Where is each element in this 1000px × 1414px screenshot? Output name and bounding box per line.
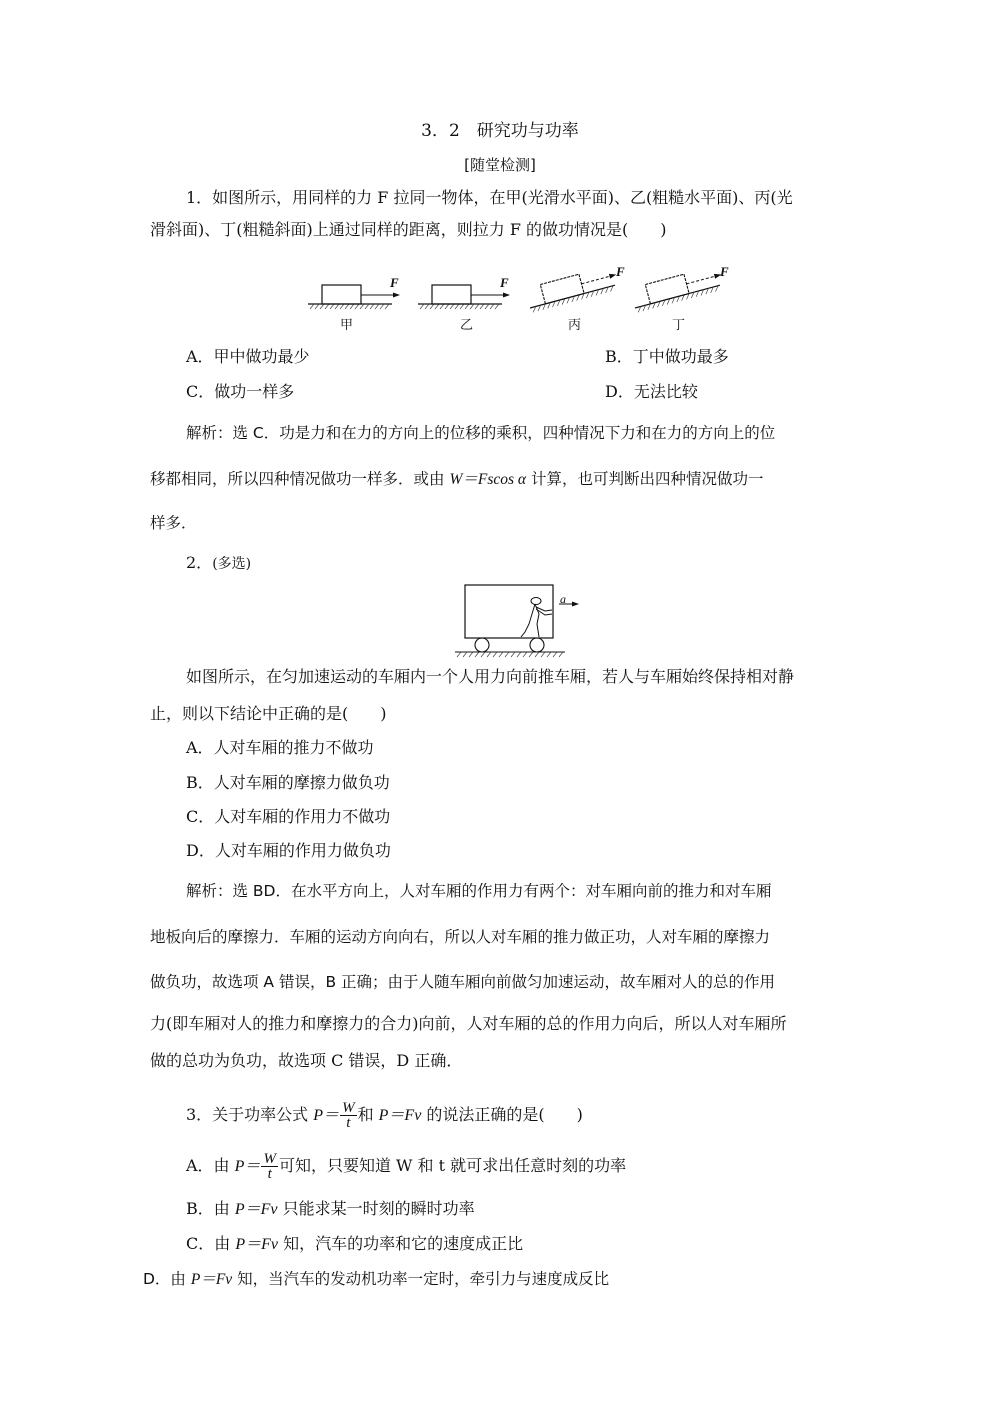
q3-option-d-post: 知，当汽车的发动机功率一定时，牵引力与速度成反比 <box>232 1270 610 1288</box>
panel-label-bing: 丙 <box>568 318 582 333</box>
section-subtitle: [随堂检测] <box>464 156 536 174</box>
q3-frac-num: W <box>342 1100 355 1116</box>
q2-analysis-line2: 地板向后的摩擦力．车厢的运动方向向右，所以人对车厢的推力做正功，人对车厢的摩擦力 <box>150 928 771 946</box>
acceleration-label: a <box>560 592 566 606</box>
q1-analysis-line2 <box>150 469 763 490</box>
q3-option-a-pre: A．由 <box>186 1156 235 1175</box>
q1-analysis-line2-post: 计算，也可判断出四种情况做功一 <box>526 470 764 488</box>
q3-option-b-formula: P＝Fv <box>234 1201 278 1218</box>
q3-stem-post: 的说法正确的是( ) <box>421 1105 583 1124</box>
q2-header <box>186 553 251 574</box>
q2-figure-cart <box>455 582 605 662</box>
q2-option-b: B．人对车厢的摩擦力做负功 <box>186 773 390 792</box>
q1-analysis-line3: 样多． <box>150 514 197 532</box>
q2-option-d: D．人对车厢的作用力做负功 <box>186 841 391 860</box>
q1-stem-line2: 滑斜面)、丁(粗糙斜面)上通过同样的距离，则拉力 F 的做功情况是( ) <box>150 220 667 239</box>
q3-option-a-fraction <box>261 1152 278 1181</box>
q1-option-b: B．丁中做功最多 <box>605 347 729 366</box>
q3-option-d-formula: P＝Fv <box>190 1271 233 1288</box>
q1-analysis-line2-pre: 移都相同，所以四种情况做功一样多．或由 <box>150 470 450 488</box>
force-label-yi: F <box>500 275 509 290</box>
figure-panel-flat-smooth <box>300 262 420 312</box>
section-title: 3．2 研究功与功率 <box>421 121 579 141</box>
q3-option-a-frac-num: W <box>263 1151 276 1167</box>
panel-label-yi: 乙 <box>460 318 474 333</box>
q3-p-eq: P＝ <box>313 1107 340 1124</box>
q2-analysis-line4: 力(即车厢对人的推力和摩擦力的合力)向前，人对车厢的总的作用力向后，所以人对车厢所 <box>150 1014 787 1033</box>
q2-analysis-line3: 做负功，故选项 A 错误，B 正确；由于人随车厢向前做匀加速运动，故车厢对人的总的作用 <box>150 973 776 991</box>
q3-option-c-formula: P＝Fv <box>235 1236 278 1253</box>
q1-option-a: A．甲中做功最少 <box>186 347 310 366</box>
q3-option-b-post: 只能求某一时刻的瞬时功率 <box>277 1199 475 1218</box>
q2-stem-line2: 止，则以下结论中正确的是( ) <box>150 704 387 723</box>
q3-option-c-pre: C．由 <box>186 1234 236 1253</box>
q3-formula2: P＝Fv <box>378 1107 422 1124</box>
q1-stem-line1: 1．如图所示，用同样的力 F 拉同一物体，在甲(光滑水平面)、乙(粗糙水平面)、丙(光 <box>186 188 793 207</box>
q3-option-a-p-eq: P＝ <box>234 1158 261 1175</box>
force-label-ding: F <box>720 264 729 279</box>
q2-analysis-line5: 做的总功为负功，故选项 C 错误，D 正确． <box>150 1051 463 1070</box>
q1-analysis-formula: W＝Fscos α <box>449 471 527 488</box>
q3-option-d-pre: D．由 <box>143 1270 191 1288</box>
q3-option-b-pre: B．由 <box>186 1199 235 1218</box>
q3-frac-den: t <box>346 1115 351 1131</box>
q1-option-c: C．做功一样多 <box>186 382 295 401</box>
q2-stem-line1: 如图所示，在匀加速运动的车厢内一个人用力向前推车厢，若人与车厢始终保持相对静 <box>186 667 795 686</box>
q3-stem-pre: 3．关于功率公式 <box>186 1105 314 1124</box>
q2-option-c: C．人对车厢的作用力不做功 <box>186 807 391 826</box>
q3-option-c-post: 知，汽车的功率和它的速度成正比 <box>278 1234 524 1253</box>
q3-option-c <box>186 1234 523 1255</box>
panel-label-jia: 甲 <box>340 318 354 333</box>
q1-analysis-line1: 解析：选 C．功是力和在力的方向上的位移的乘积，四种情况下力和在力的方向上的位 <box>186 424 776 442</box>
figure-panel-flat-rough <box>410 262 530 312</box>
q3-option-a-post: 可知，只要知道 W 和 t 就可求出任意时刻的功率 <box>278 1156 627 1175</box>
force-label-bing: F <box>616 264 625 279</box>
q3-stem <box>186 1097 583 1137</box>
q1-option-d: D．无法比较 <box>605 382 698 401</box>
q3-stem-mid: 和 <box>357 1105 379 1124</box>
force-label-jia: F <box>390 275 399 290</box>
q3-option-a <box>186 1148 626 1188</box>
q2-label: 2． <box>186 553 213 572</box>
q3-option-a-frac-den: t <box>267 1166 272 1182</box>
panel-label-ding: 丁 <box>672 318 686 333</box>
person-icon <box>521 598 552 638</box>
q2-multi-select-tag: (多选) <box>212 556 252 572</box>
q2-option-a: A．人对车厢的推力不做功 <box>186 738 374 757</box>
q3-option-b <box>186 1199 475 1220</box>
q3-option-d <box>143 1269 609 1290</box>
q3-fraction <box>340 1101 357 1130</box>
q2-analysis-line1: 解析：选 BD．在水平方向上，人对车厢的作用力有两个：对车厢向前的推力和对车厢 <box>186 882 772 900</box>
